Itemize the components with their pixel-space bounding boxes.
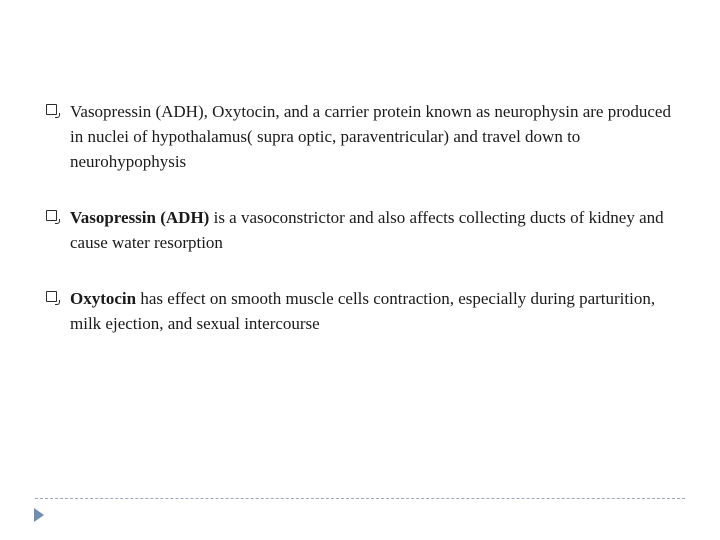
footer-divider	[35, 498, 685, 499]
bullet-text: has effect on smooth muscle cells contraction, especially during parturition, milk ejection, and sexual intercourse	[70, 289, 656, 333]
hollow-square-bullet-icon	[46, 104, 57, 115]
bullet-item-hormones-production	[46, 99, 686, 174]
bullet-term-vasopressin: Vasopressin (ADH)	[70, 208, 210, 227]
bullet-text: is a vasoconstrictor and also affects collecting ducts of kidney and cause water resorption	[70, 208, 664, 252]
bullet-text: Vasopressin (ADH), Oxytocin, and a carrier protein known as neurophysin are produced in nuclei of hypothalamus( supra optic, paraventricular) and travel down to neurohypophysis	[70, 102, 671, 171]
bullet-item-vasopressin	[46, 205, 686, 255]
hollow-square-bullet-icon	[46, 210, 57, 221]
bullet-term-oxytocin: Oxytocin	[70, 289, 137, 308]
hollow-square-bullet-icon	[46, 291, 57, 302]
bullet-item-oxytocin	[46, 286, 686, 336]
triangle-right-icon	[34, 508, 44, 522]
bullet-list	[46, 99, 686, 336]
